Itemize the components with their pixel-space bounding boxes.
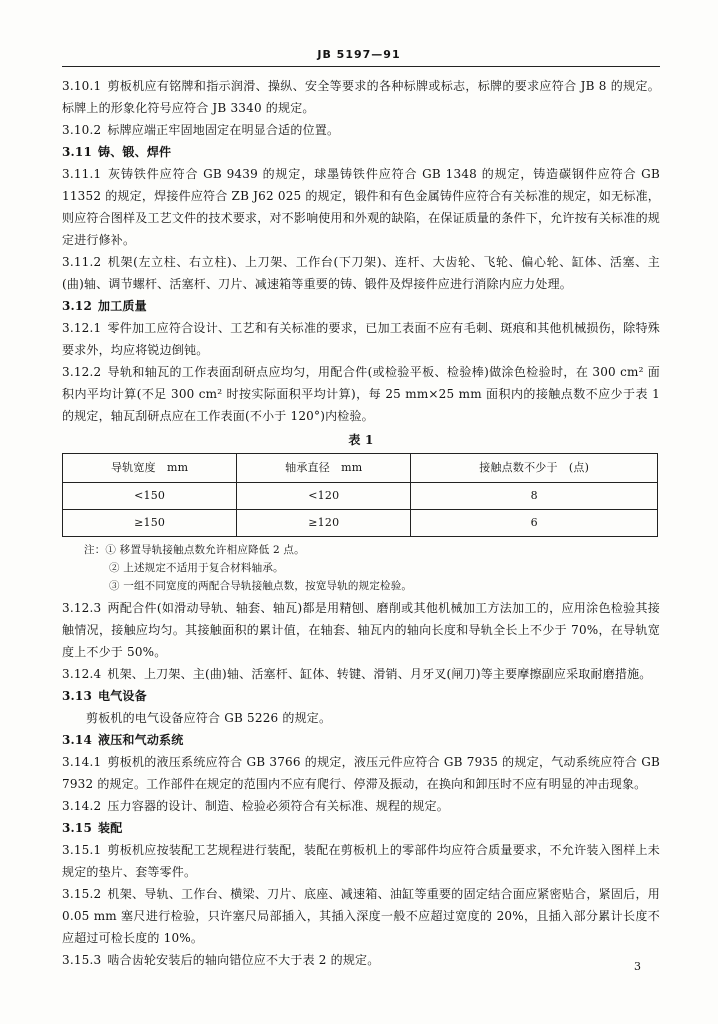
col-header-bearing-diameter: 轴承直径 mm [237, 454, 411, 483]
table-cell: ≥120 [237, 510, 411, 537]
standard-code-header: JB 5197—91 [317, 48, 401, 61]
table-note: ② 上述规定不适用于复合材料轴承。 [109, 562, 284, 574]
table-note: 注：① 移置导轨接触点数允许相应降低 2 点。 [84, 544, 305, 556]
table-header-row [63, 454, 658, 483]
clause-3-12-1: 3.12.1 零件加工应符合设计、工艺和有关标准的要求，已加工表面不应有毛刺、斑痕和其他机械损伤，除特殊要求外，均应将锐边倒钝。 [62, 321, 660, 357]
table-cell: <150 [63, 483, 237, 510]
clause-3-12-3: 3.12.3 两配合件(如滑动导轨、轴套、轴瓦)都是用精刨、磨削或其他机械加工方法加工的，应用涂色检验其接触情况，接触应均匀。其接触面积的累计值，在轴套、轴瓦内的轴向长度和导轨全长上不少于 70%，在导轨宽度上不少于 50%。 [62, 601, 660, 659]
table-cell: 6 [411, 510, 658, 537]
clause-3-11-2: 3.11.2 机架(左立柱、右立柱)、上刀架、工作台(下刀架)、连杆、大齿轮、飞轮、偏心轮、缸体、活塞、主(曲)轴、调节螺杆、活塞杆、刀片、减速箱等重要的铸、锻件及焊接件应进行消除内应力处理。 [62, 255, 660, 291]
clause-3-10-1: 3.10.1 剪板机应有铭牌和指示润滑、操纵、安全等要求的各种标牌或标志，标牌的要求应符合 JB 8 的规定。标牌上的形象化符号应符合 JB 3340 的规定。 [62, 79, 660, 115]
col-header-guide-width: 导轨宽度 mm [63, 454, 237, 483]
document-body [62, 75, 660, 971]
table-row [63, 483, 658, 510]
section-heading-3-11: 3.11 铸、锻、焊件 [62, 145, 172, 159]
page-number: 3 [634, 960, 641, 973]
table-cell: <120 [237, 483, 411, 510]
table-1-notes [84, 541, 660, 595]
section-heading-3-15: 3.15 装配 [62, 821, 123, 835]
table-1 [62, 453, 658, 537]
table-cell: ≥150 [63, 510, 237, 537]
header-rule [62, 66, 660, 67]
clause-3-10-2: 3.10.2 标牌应端正牢固地固定在明显合适的位置。 [62, 123, 340, 137]
section-heading-3-14: 3.14 液压和气动系统 [62, 733, 184, 747]
col-header-contact-points: 接触点数不少于 (点) [411, 454, 658, 483]
clause-3-14-2: 3.14.2 压力容器的设计、制造、检验必须符合有关标准、规程的规定。 [62, 799, 449, 813]
clause-3-11-1: 3.11.1 灰铸铁件应符合 GB 9439 的规定，球墨铸铁件应符合 GB 1348 的规定，铸造碳钢件应符合 GB 11352 的规定，焊接件应符合 ZB J62 025 的规定，锻件和有色金属铸件应符合有关标准的规定，如无标准，则应符合图样及工艺文件的技术要求，对不影响使用和外观的缺陷，在保证质量的条件下，允许按有关标准的规定进行修补。 [62, 167, 660, 247]
clause-3-12-2: 3.12.2 导轨和轴瓦的工作表面刮研点应均匀，用配合件(或检验平板、检验棒)做涂色检验时，在 300 cm² 面积内平均计算(不足 300 cm² 时按实际面积平均计算)，每 25 mm×25 mm 面积内的接触点数不应少于表 1 的规定，轴瓦刮研点应在工作表面(不小于 120°)内检验。 [62, 365, 660, 423]
table-1-title: 表 1 [348, 433, 374, 447]
clause-3-14-1: 3.14.1 剪板机的液压系统应符合 GB 3766 的规定，液压元件应符合 GB 7935 的规定，气动系统应符合 GB 7932 的规定。工作部件在规定的范围内不应有爬行、停滞及振动，在换向和卸压时不应有明显的冲击现象。 [62, 755, 660, 791]
section-heading-3-12: 3.12 加工质量 [62, 299, 147, 313]
table-cell: 8 [411, 483, 658, 510]
section-heading-3-13: 3.13 电气设备 [62, 689, 147, 703]
table-note: ③ 一组不同宽度的两配合导轨接触点数，按宽导轨的规定检验。 [109, 580, 413, 592]
clause-3-12-4: 3.12.4 机架、上刀架、主(曲)轴、活塞杆、缸体、转键、滑销、月牙叉(闸刀)等主要摩擦副应采取耐磨措施。 [62, 667, 652, 681]
table-row [63, 510, 658, 537]
clause-3-13-text: 剪板机的电气设备应符合 GB 5226 的规定。 [86, 711, 332, 725]
clause-3-15-2: 3.15.2 机架、导轨、工作台、横梁、刀片、底座、减速箱、油缸等重要的固定结合面应紧密贴合，紧固后，用 0.05 mm 塞尺进行检验，只许塞尺局部插入，其插入深度一般不应超过宽度的 20%，且插入部分累计长度不应超过可检长度的 10%。 [62, 887, 660, 945]
clause-3-15-1: 3.15.1 剪板机应按装配工艺规程进行装配，装配在剪板机上的零部件均应符合质量要求，不允许装入图样上未规定的垫片、套等零件。 [62, 843, 660, 879]
clause-3-15-3: 3.15.3 啮合齿轮安装后的轴向错位应不大于表 2 的规定。 [62, 953, 380, 967]
